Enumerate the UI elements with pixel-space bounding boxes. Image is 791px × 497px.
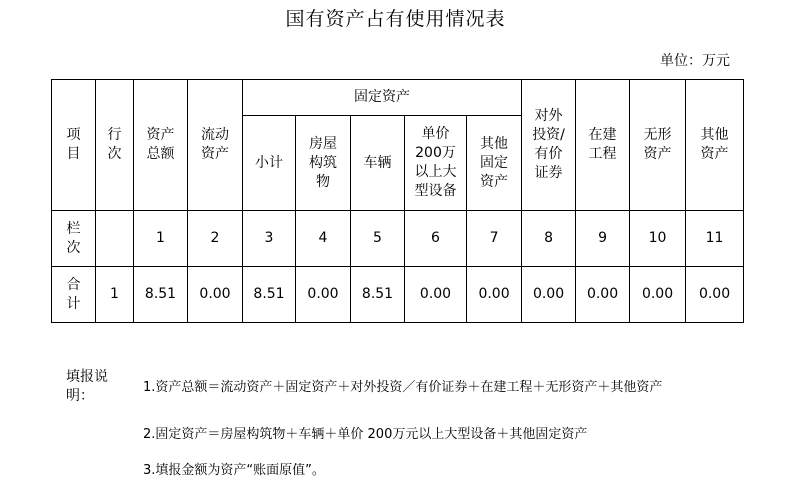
unit-label: 单位：万元 <box>660 53 730 69</box>
header-construction: 在建 工程 <box>576 80 630 211</box>
header-subtotal: 小计 <box>243 116 296 211</box>
header-total-assets: 资产 总额 <box>134 80 188 211</box>
column-number: 10 <box>630 211 686 267</box>
total-row-label: 合 计 <box>52 267 96 323</box>
page-title: 国有资产占有使用情况表 <box>285 8 506 30</box>
column-number: 4 <box>296 211 351 267</box>
header-intangible: 无形 资产 <box>630 80 686 211</box>
total-value: 0.00 <box>188 267 243 323</box>
total-value: 0.00 <box>296 267 351 323</box>
header-buildings: 房屋 构筑 物 <box>296 116 351 211</box>
column-number-row <box>52 211 744 267</box>
header-other-assets: 其他 资产 <box>686 80 744 211</box>
column-number: 8 <box>522 211 576 267</box>
total-row <box>52 267 744 323</box>
notes-label: 填报说 明： <box>66 369 108 404</box>
total-value: 0.00 <box>522 267 576 323</box>
total-value: 0.00 <box>467 267 522 323</box>
column-row-label: 栏 次 <box>52 211 96 267</box>
total-row-no: 1 <box>96 267 134 323</box>
header-current-assets: 流动 资产 <box>188 80 243 211</box>
total-value: 0.00 <box>686 267 744 323</box>
column-number: 11 <box>686 211 744 267</box>
column-row-no <box>96 211 134 267</box>
header-row-no: 行 次 <box>96 80 134 211</box>
header-large-equipment: 单价 200万 以上大 型设备 <box>405 116 467 211</box>
total-value: 8.51 <box>351 267 405 323</box>
total-value: 8.51 <box>134 267 188 323</box>
column-number: 6 <box>405 211 467 267</box>
column-number: 1 <box>134 211 188 267</box>
header-vehicles: 车辆 <box>351 116 405 211</box>
note-item: 3.填报金额为资产“账面原值”。 <box>143 463 325 478</box>
column-number: 9 <box>576 211 630 267</box>
header-fixed-assets: 固定资产 <box>243 80 522 116</box>
asset-table <box>51 79 744 323</box>
column-number: 2 <box>188 211 243 267</box>
note-item: 2.固定资产＝房屋构筑物＋车辆＋单价 200万元以上大型设备＋其他固定资产 <box>143 427 588 442</box>
header-other-fixed: 其他 固定 资产 <box>467 116 522 211</box>
total-value: 8.51 <box>243 267 296 323</box>
total-value: 0.00 <box>405 267 467 323</box>
column-number: 5 <box>351 211 405 267</box>
total-value: 0.00 <box>630 267 686 323</box>
column-number: 3 <box>243 211 296 267</box>
total-value: 0.00 <box>576 267 630 323</box>
column-number: 7 <box>467 211 522 267</box>
header-investments: 对外 投资/ 有价 证券 <box>522 80 576 211</box>
header-item: 项 目 <box>52 80 96 211</box>
note-item: 1.资产总额＝流动资产＋固定资产＋对外投资／有价证券＋在建工程＋无形资产＋其他资产 <box>143 380 663 395</box>
